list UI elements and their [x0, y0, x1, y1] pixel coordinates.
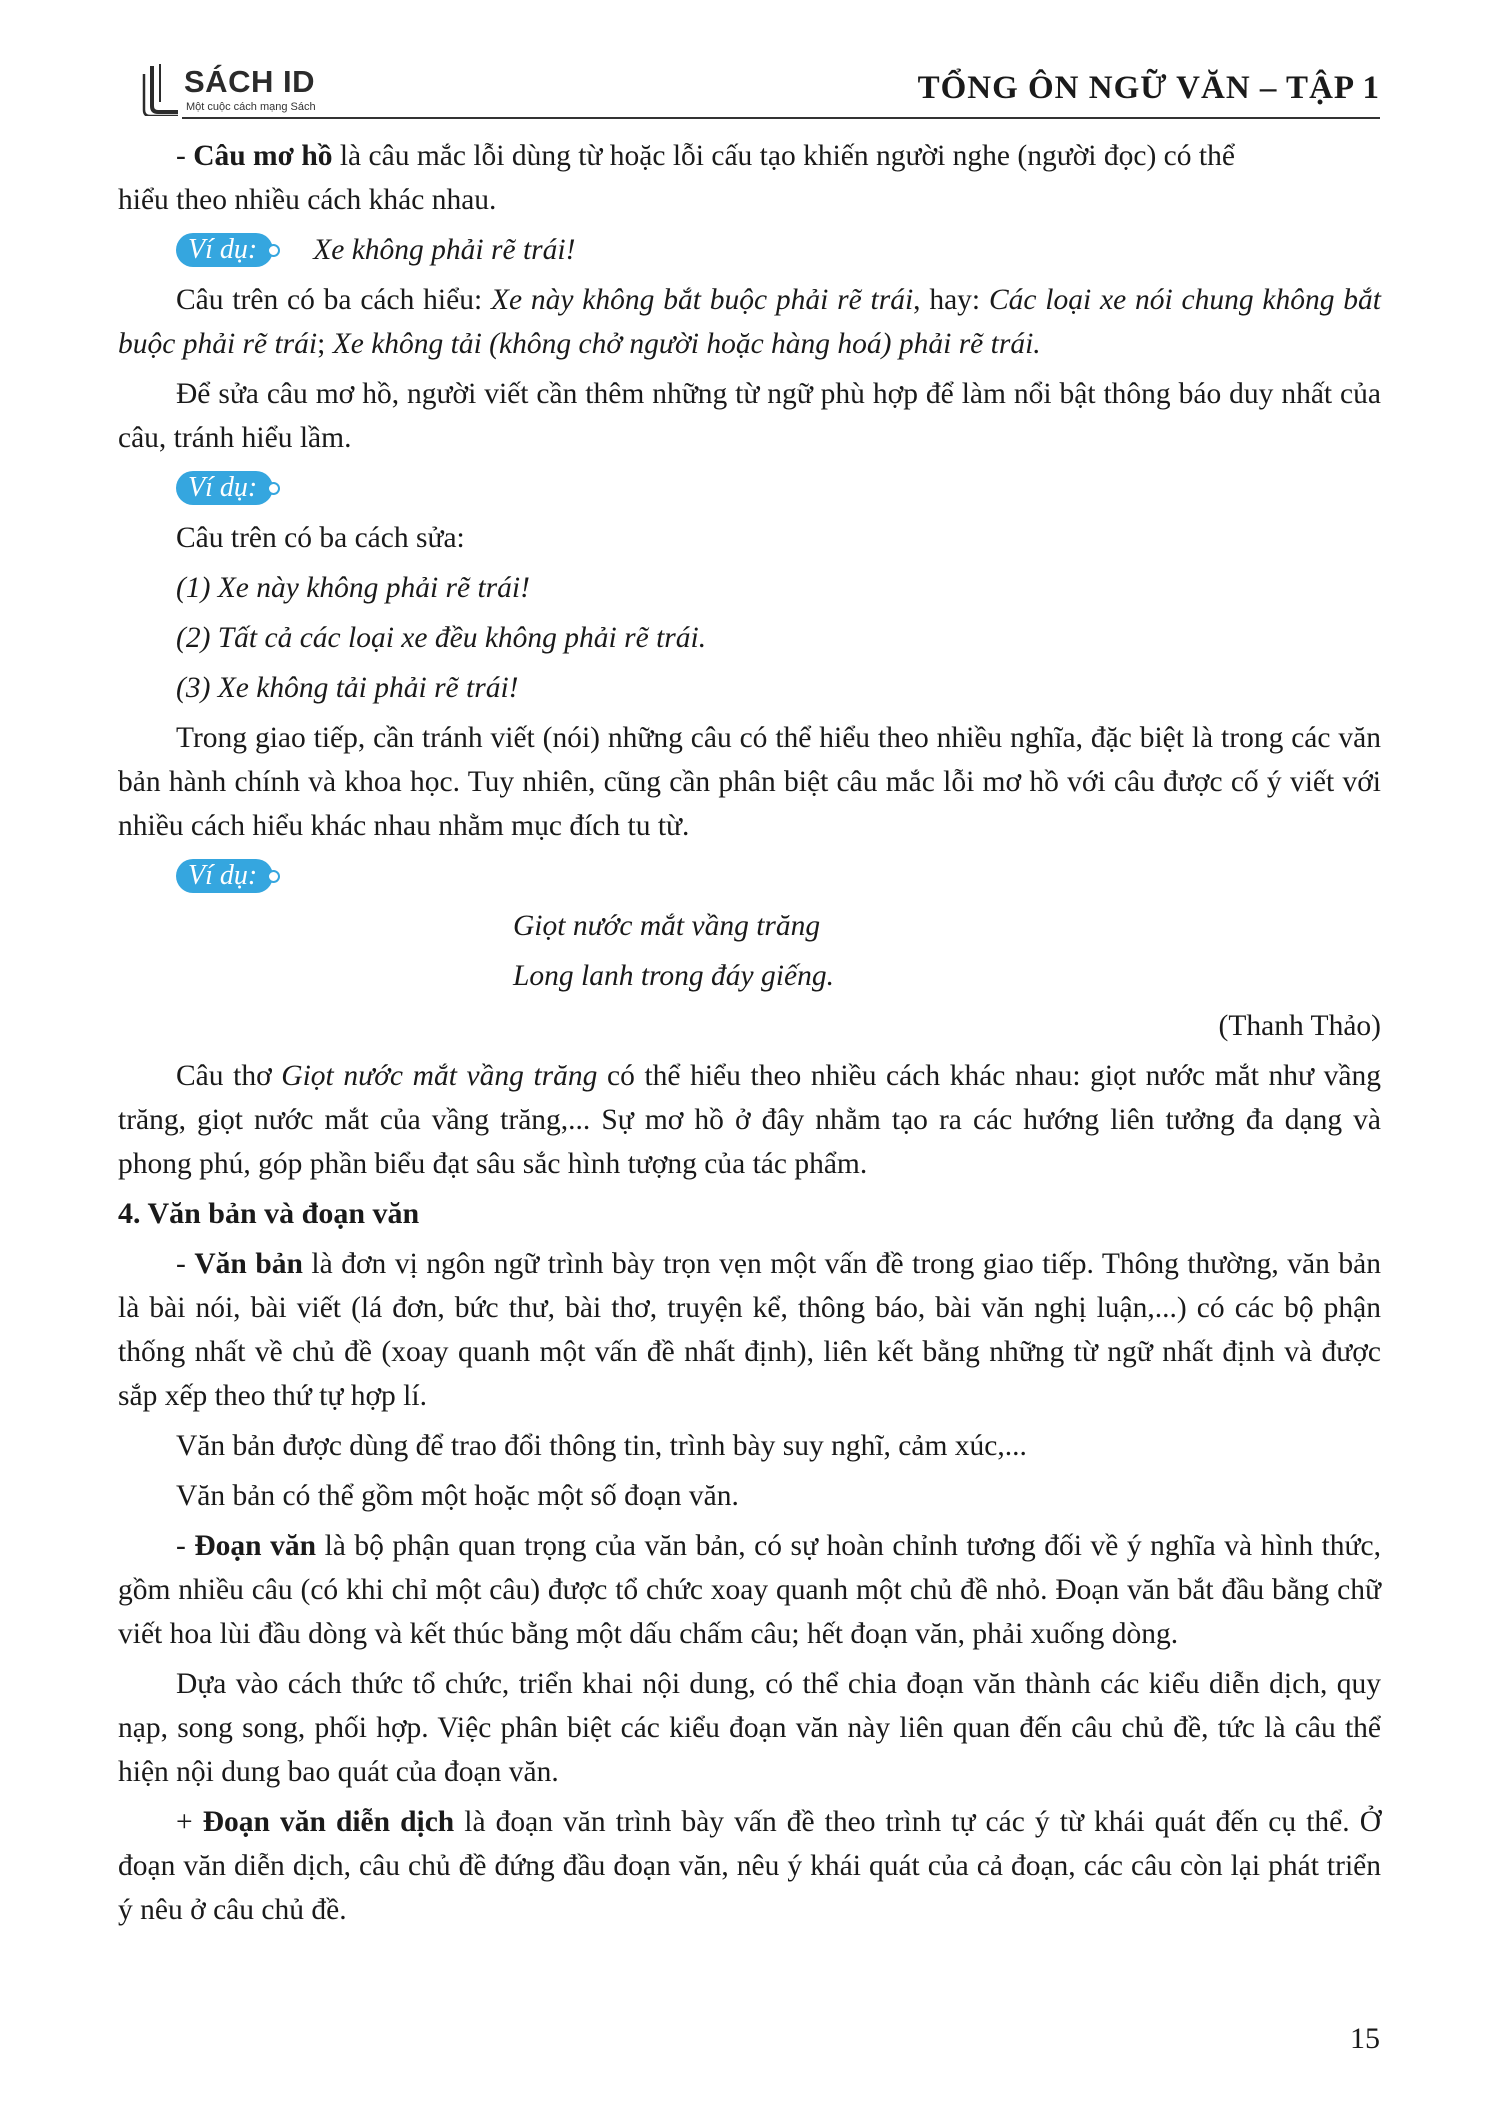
paragraph: Văn bản được dùng để trao đổi thông tin, trình bày suy nghĩ, cảm xúc,...: [176, 1430, 1027, 1462]
example-row: [118, 854, 1381, 898]
paragraph: Câu trên có ba cách hiểu: Xe này không bắt buộc phải rẽ trái, hay: Các loại xe nói chung không bắt buộc phải rẽ trái; Xe không tải (không chở người hoặc hàng hoá) phải rẽ trái.: [118, 284, 1381, 360]
paragraph: Dựa vào cách thức tổ chức, triển khai nội dung, có thể chia đoạn văn thành các kiểu diễn dịch, quy nạp, song song, phối hợp. Việc phân biệt các kiểu đoạn văn này liên quan đến câu chủ đề, tức là câu thể hiện nội dung bao quát của đoạn văn.: [118, 1668, 1381, 1788]
example-row: [118, 466, 1381, 510]
example-badge: Ví dụ:: [176, 471, 273, 505]
paragraph: + Đoạn văn diễn dịch là đoạn văn trình bày vấn đề theo trình tự các ý từ khái quát đến cụ thể. Ở đoạn văn diễn dịch, câu chủ đề đứng đầu đoạn văn, nêu ý khái quát của cả đoạn, các câu còn lại phát triển ý nêu ở câu chủ đề.: [118, 1806, 1381, 1926]
header-divider: [182, 117, 1380, 119]
paragraph: - Đoạn văn là bộ phận quan trọng của văn bản, có sự hoàn chỉnh tương đối về ý nghĩa và hình thức, gồm nhiều câu (có khi chỉ một câu) được tổ chức xoay quanh một chủ đề nhỏ. Đoạn văn bắt đầu bằng chữ viết hoa lùi đầu dòng và kết thúc bằng một dấu chấm câu; hết đoạn văn, phải xuống dòng.: [118, 1530, 1382, 1650]
poem-line: Long lanh trong đáy giếng.: [513, 960, 834, 992]
list-item: (1) Xe này không phải rẽ trái!: [176, 572, 530, 604]
badge-dot-icon: [267, 482, 280, 495]
paragraph: Văn bản có thể gồm một hoặc một số đoạn văn.: [176, 1480, 739, 1512]
term-text: Văn bản: [194, 1248, 303, 1280]
logo: [140, 58, 400, 118]
example-badge: Ví dụ:: [176, 859, 273, 893]
page-content: [118, 134, 1381, 1938]
paragraph: Trong giao tiếp, cần tránh viết (nói) những câu có thể hiểu theo nhiều nghĩa, đặc biệt là trong các văn bản hành chính và khoa học. Tuy nhiên, cũng cần phân biệt câu mắc lỗi mơ hồ với câu được cố ý viết với nhiều cách hiểu khác nhau nhằm mục đích tu từ.: [118, 722, 1381, 842]
paragraph: Câu trên có ba cách sửa:: [176, 522, 465, 554]
badge-dot-icon: [267, 244, 280, 257]
poem-line: Giọt nước mắt vầng trăng: [513, 910, 821, 942]
paragraph: Câu thơ Giọt nước mắt vầng trăng có thể hiểu theo nhiều cách khác nhau: giọt nước mắt như vầng trăng, giọt nước mắt của vầng trăng,... Sự mơ hồ ở đây nhằm tạo ra các hướng liên tưởng đa dạng và phong phú, góp phần biểu đạt sâu sắc hình tượng của tác phẩm.: [118, 1060, 1381, 1180]
term-deductive-paragraph: Đoạn văn diễn dịch: [202, 1806, 455, 1838]
page-header: [118, 58, 1380, 118]
definition-continuation: hiểu theo nhiều cách khác nhau.: [118, 184, 497, 216]
list-item: (2) Tất cả các loại xe đều không phải rẽ trái.: [176, 622, 707, 654]
term-paragraph: Đoạn văn: [194, 1530, 317, 1562]
definition-ambiguous-sentence: - Câu mơ hồ là câu mắc lỗi dùng từ hoặc lỗi cấu tạo khiến người nghe (người đọc) có thể: [176, 140, 1235, 172]
logo-tagline: Một cuộc cách mạng Sách: [186, 101, 316, 113]
section-heading: 4. Văn bản và đoạn văn: [118, 1197, 420, 1230]
example-badge: Ví dụ:: [176, 233, 273, 267]
page-number: 15: [1350, 2022, 1380, 2055]
badge-dot-icon: [267, 870, 280, 883]
example-sentence: Xe không phải rẽ trái!: [313, 234, 576, 266]
poem-attribution: (Thanh Thảo): [1218, 1010, 1381, 1042]
example-row: [118, 228, 1381, 272]
logo-title: SÁCH ID: [184, 64, 315, 99]
book-logo-icon: [140, 62, 180, 116]
paragraph: Để sửa câu mơ hồ, người viết cần thêm những từ ngữ phù hợp để làm nổi bật thông báo duy nhất của câu, tránh hiểu lầm.: [118, 378, 1381, 454]
term-ambiguous-sentence: Câu mơ hồ: [193, 140, 333, 172]
book-title: TỔNG ÔN NGỮ VĂN – TẬP 1: [917, 70, 1380, 106]
paragraph: - Văn bản là đơn vị ngôn ngữ trình bày trọn vẹn một vấn đề trong giao tiếp. Thông thường, văn bản là bài nói, bài viết (lá đơn, bức thư, bài thơ, truyện kể, thông báo, bài văn nghị luận,...) có các bộ phận thống nhất về chủ đề (xoay quanh một vấn đề nhất định), liên kết bằng những từ ngữ nhất định và được sắp xếp theo thứ tự hợp lí.: [118, 1248, 1381, 1412]
list-item: (3) Xe không tải phải rẽ trái!: [176, 672, 519, 704]
